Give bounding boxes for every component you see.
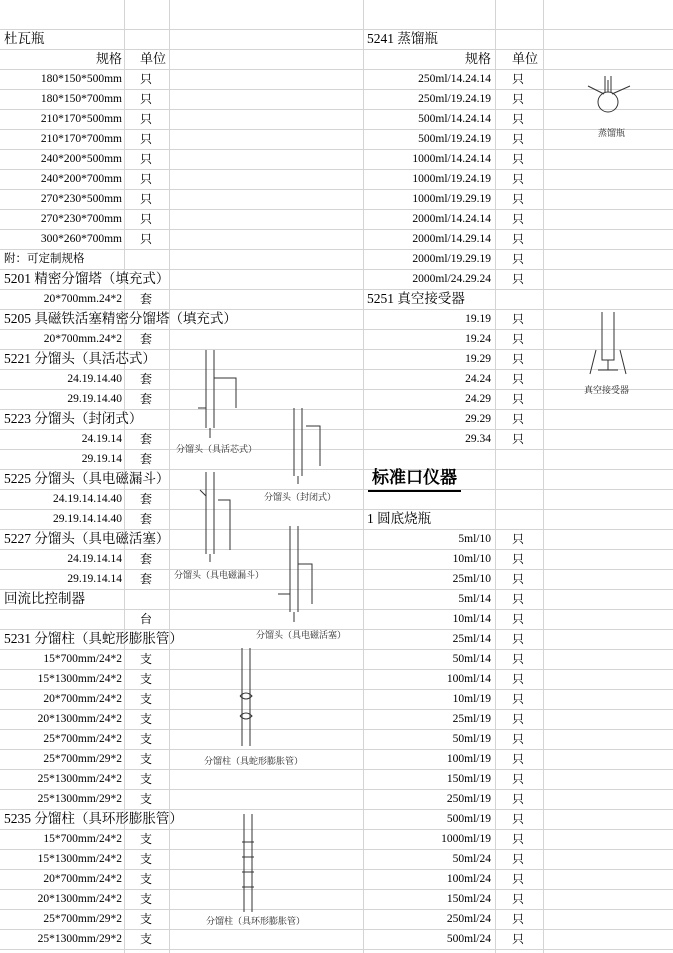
head-closed-drawing bbox=[286, 406, 326, 486]
unit-cell: 只 bbox=[512, 372, 525, 386]
unit-cell: 只 bbox=[512, 392, 525, 406]
column-line bbox=[363, 0, 364, 953]
unit-cell: 支 bbox=[140, 692, 153, 706]
unit-cell: 套 bbox=[140, 552, 153, 566]
unit-cell: 支 bbox=[140, 792, 153, 806]
spec-cell: 100ml/24 bbox=[446, 873, 491, 885]
spec-cell: 29.19.14.40 bbox=[67, 393, 122, 405]
spec-cell: 25ml/10 bbox=[452, 573, 491, 585]
unit-cell: 只 bbox=[512, 772, 525, 786]
spec-cell: 24.19.14 bbox=[81, 433, 122, 445]
spec-header: 规格 bbox=[95, 51, 122, 66]
head-live-core-caption: 分馏头（具活芯式） bbox=[176, 445, 258, 455]
spec-cell: 25ml/14 bbox=[452, 633, 491, 645]
unit-cell: 只 bbox=[512, 872, 525, 886]
spec-cell: 2000ml/14.29.14 bbox=[412, 233, 491, 245]
column-snake-drawing bbox=[232, 646, 260, 750]
unit-cell: 只 bbox=[512, 252, 525, 266]
unit-cell: 只 bbox=[512, 112, 525, 126]
unit-cell: 支 bbox=[140, 772, 153, 786]
unit-cell: 只 bbox=[512, 332, 525, 346]
spec-cell: 50ml/14 bbox=[452, 653, 491, 665]
head-funnel-caption: 分馏头（具电磁漏斗） bbox=[174, 571, 265, 581]
unit-cell: 支 bbox=[140, 912, 153, 926]
spec-cell: 270*230*500mm bbox=[40, 193, 122, 205]
unit-cell: 只 bbox=[512, 892, 525, 906]
spec-cell: 29.19.14 bbox=[81, 453, 122, 465]
unit-cell: 只 bbox=[512, 832, 525, 846]
unit-cell: 只 bbox=[140, 72, 153, 86]
distill-flask-drawing bbox=[578, 72, 638, 122]
head-piston-caption: 分馏头（具电磁活塞） bbox=[256, 631, 347, 641]
spec-cell: 2000ml/14.24.14 bbox=[412, 213, 491, 225]
spec-cell: 25*1300mm/29*2 bbox=[37, 793, 122, 805]
spec-cell: 100ml/14 bbox=[446, 673, 491, 685]
unit-cell: 只 bbox=[512, 692, 525, 706]
spec-cell: 250ml/24 bbox=[446, 913, 491, 925]
unit-cell: 只 bbox=[512, 172, 525, 186]
spec-cell: 5ml/10 bbox=[458, 533, 491, 545]
section-heading: 标准口仪器 bbox=[368, 466, 461, 492]
row-line bbox=[0, 949, 673, 950]
spec-cell: 25*700mm/29*2 bbox=[43, 913, 122, 925]
unit-cell: 只 bbox=[512, 732, 525, 746]
unit-cell: 支 bbox=[140, 832, 153, 846]
section-title: 5227 分馏头（具电磁活塞） bbox=[4, 531, 170, 546]
spec-cell: 270*230*700mm bbox=[40, 213, 122, 225]
spec-cell: 20*1300mm/24*2 bbox=[37, 713, 122, 725]
spec-cell: 500ml/14.24.14 bbox=[418, 113, 491, 125]
spec-cell: 25*1300mm/24*2 bbox=[37, 773, 122, 785]
unit-cell: 支 bbox=[140, 932, 153, 946]
unit-cell: 只 bbox=[140, 172, 153, 186]
unit-cell: 只 bbox=[512, 572, 525, 586]
section-title: 5205 具磁铁活塞精密分馏塔（填充式） bbox=[4, 311, 237, 326]
section-title: 杜瓦瓶 bbox=[4, 31, 45, 46]
unit-cell: 套 bbox=[140, 432, 153, 446]
spec-cell: 10ml/14 bbox=[452, 613, 491, 625]
unit-cell: 只 bbox=[512, 72, 525, 86]
row-line bbox=[0, 29, 673, 30]
spec-cell: 240*200*500mm bbox=[40, 153, 122, 165]
unit-cell: 台 bbox=[140, 612, 153, 626]
spec-cell: 19.19 bbox=[465, 313, 491, 325]
spec-cell: 250ml/19 bbox=[446, 793, 491, 805]
spec-cell: 25ml/19 bbox=[452, 713, 491, 725]
spec-cell: 24.19.14.40 bbox=[67, 373, 122, 385]
spec-cell: 25*700mm/29*2 bbox=[43, 753, 122, 765]
unit-cell: 套 bbox=[140, 332, 153, 346]
unit-cell: 只 bbox=[512, 612, 525, 626]
unit-cell: 只 bbox=[512, 912, 525, 926]
unit-cell: 只 bbox=[512, 432, 525, 446]
spec-cell: 150ml/24 bbox=[446, 893, 491, 905]
spec-cell: 10ml/10 bbox=[452, 553, 491, 565]
unit-cell: 只 bbox=[140, 192, 153, 206]
unit-cell: 只 bbox=[512, 132, 525, 146]
spec-cell: 15*1300mm/24*2 bbox=[37, 673, 122, 685]
unit-cell: 支 bbox=[140, 652, 153, 666]
spec-cell: 29.19.14.14.40 bbox=[53, 513, 122, 525]
unit-cell: 只 bbox=[140, 92, 153, 106]
spec-cell: 29.34 bbox=[465, 433, 491, 445]
unit-cell: 只 bbox=[512, 852, 525, 866]
spec-cell: 5ml/14 bbox=[458, 593, 491, 605]
column-line bbox=[543, 0, 544, 953]
unit-cell: 只 bbox=[140, 132, 153, 146]
unit-cell: 只 bbox=[512, 712, 525, 726]
unit-cell: 只 bbox=[512, 352, 525, 366]
spec-cell: 19.29 bbox=[465, 353, 491, 365]
unit-cell: 只 bbox=[512, 272, 525, 286]
section-title: 5251 真空接受器 bbox=[367, 291, 465, 306]
unit-cell: 只 bbox=[512, 212, 525, 226]
row-line bbox=[0, 589, 673, 590]
spec-cell: 1000ml/14.24.14 bbox=[412, 153, 491, 165]
note-text: 附：可定制规格 bbox=[4, 253, 85, 265]
spec-cell: 100ml/19 bbox=[446, 753, 491, 765]
unit-cell: 支 bbox=[140, 872, 153, 886]
section-title: 5221 分馏头（具活芯式） bbox=[4, 351, 156, 366]
unit-cell: 只 bbox=[140, 232, 153, 246]
unit-cell: 套 bbox=[140, 372, 153, 386]
unit-cell: 支 bbox=[140, 712, 153, 726]
unit-cell: 只 bbox=[512, 652, 525, 666]
spec-header: 规格 bbox=[464, 51, 491, 66]
section-title: 5231 分馏柱（具蛇形膨胀管） bbox=[4, 631, 183, 646]
unit-cell: 套 bbox=[140, 452, 153, 466]
unit-cell: 支 bbox=[140, 752, 153, 766]
unit-cell: 只 bbox=[512, 752, 525, 766]
head-funnel-drawing bbox=[196, 470, 236, 564]
column-ring-drawing bbox=[236, 812, 260, 916]
unit-cell: 支 bbox=[140, 852, 153, 866]
spec-cell: 15*700mm/24*2 bbox=[43, 833, 122, 845]
spec-cell bbox=[4, 609, 122, 629]
head-piston-drawing bbox=[272, 524, 320, 624]
distill-flask-caption: 蒸馏瓶 bbox=[598, 129, 626, 139]
section-title: 5225 分馏头（具电磁漏斗） bbox=[4, 471, 170, 486]
unit-cell: 支 bbox=[140, 892, 153, 906]
spec-cell: 20*700mm/24*2 bbox=[43, 873, 122, 885]
spec-cell: 24.19.14.14 bbox=[67, 553, 122, 565]
unit-header: 单位 bbox=[512, 51, 539, 66]
spec-cell: 240*200*700mm bbox=[40, 173, 122, 185]
spec-cell: 20*700mm.24*2 bbox=[43, 333, 122, 345]
section-title: 1 圆底烧瓶 bbox=[367, 511, 432, 526]
unit-cell: 只 bbox=[140, 112, 153, 126]
spec-cell: 180*150*700mm bbox=[40, 93, 122, 105]
unit-header: 单位 bbox=[140, 51, 167, 66]
unit-cell: 只 bbox=[512, 312, 525, 326]
spec-cell: 1000ml/19.29.19 bbox=[412, 193, 491, 205]
spec-cell: 150ml/19 bbox=[446, 773, 491, 785]
spec-cell: 25*1300mm/29*2 bbox=[37, 933, 122, 945]
spec-cell: 25*700mm/24*2 bbox=[43, 733, 122, 745]
unit-cell: 只 bbox=[512, 792, 525, 806]
unit-cell: 只 bbox=[512, 232, 525, 246]
spec-cell: 15*700mm/24*2 bbox=[43, 653, 122, 665]
unit-cell: 只 bbox=[512, 152, 525, 166]
unit-cell: 只 bbox=[140, 212, 153, 226]
spec-cell: 20*1300mm/24*2 bbox=[37, 893, 122, 905]
unit-cell: 支 bbox=[140, 732, 153, 746]
spec-cell: 50ml/24 bbox=[452, 853, 491, 865]
spec-cell: 20*700mm/24*2 bbox=[43, 693, 122, 705]
spec-cell: 24.24 bbox=[465, 373, 491, 385]
spec-cell: 500ml/19.24.19 bbox=[418, 133, 491, 145]
spec-cell: 20*700mm.24*2 bbox=[43, 293, 122, 305]
spec-cell: 2000ml/19.29.19 bbox=[412, 253, 491, 265]
row-line bbox=[0, 249, 673, 250]
head-closed-caption: 分馏头（封闭式） bbox=[264, 493, 337, 503]
spec-cell: 24.29 bbox=[465, 393, 491, 405]
section-title: 5201 精密分馏塔（填充式） bbox=[4, 271, 170, 286]
unit-cell: 只 bbox=[512, 552, 525, 566]
unit-cell: 套 bbox=[140, 392, 153, 406]
spec-cell: 500ml/19 bbox=[446, 813, 491, 825]
section-title: 5223 分馏头（封闭式） bbox=[4, 411, 143, 426]
unit-cell: 套 bbox=[140, 292, 153, 306]
spec-cell: 180*150*500mm bbox=[40, 73, 122, 85]
unit-cell: 只 bbox=[512, 672, 525, 686]
unit-cell: 只 bbox=[512, 92, 525, 106]
column-snake-caption: 分馏柱（具蛇形膨胀管） bbox=[204, 757, 304, 767]
vacuum-receiver-drawing bbox=[588, 310, 628, 382]
unit-cell: 套 bbox=[140, 492, 153, 506]
section-title: 5241 蒸馏瓶 bbox=[367, 31, 438, 46]
column-ring-caption: 分馏柱（具环形膨胀管） bbox=[206, 917, 306, 927]
unit-cell: 支 bbox=[140, 672, 153, 686]
unit-cell: 只 bbox=[140, 152, 153, 166]
unit-cell: 只 bbox=[512, 192, 525, 206]
spec-cell: 500ml/24 bbox=[446, 933, 491, 945]
unit-cell: 套 bbox=[140, 512, 153, 526]
spec-cell: 210*170*500mm bbox=[40, 113, 122, 125]
vacuum-receiver-caption: 真空接受器 bbox=[584, 386, 630, 396]
spec-cell: 10ml/19 bbox=[452, 693, 491, 705]
spec-cell: 210*170*700mm bbox=[40, 133, 122, 145]
spec-cell: 29.29 bbox=[465, 413, 491, 425]
spec-cell: 2000ml/24.29.24 bbox=[412, 273, 491, 285]
head-live-core-drawing bbox=[188, 348, 244, 440]
spec-cell: 1000ml/19 bbox=[441, 833, 491, 845]
spec-cell: 19.24 bbox=[465, 333, 491, 345]
unit-cell: 只 bbox=[512, 932, 525, 946]
spec-cell: 250ml/19.24.19 bbox=[418, 93, 491, 105]
section-title: 回流比控制器 bbox=[4, 591, 85, 606]
spec-cell: 1000ml/19.24.19 bbox=[412, 173, 491, 185]
spec-cell: 29.19.14.14 bbox=[67, 573, 122, 585]
spec-cell: 250ml/14.24.14 bbox=[418, 73, 491, 85]
spec-cell: 24.19.14.14.40 bbox=[53, 493, 122, 505]
unit-cell: 套 bbox=[140, 572, 153, 586]
unit-cell: 只 bbox=[512, 592, 525, 606]
section-title: 5235 分馏柱（具环形膨胀管） bbox=[4, 811, 183, 826]
unit-cell: 只 bbox=[512, 532, 525, 546]
column-line bbox=[495, 0, 496, 953]
unit-cell: 只 bbox=[512, 812, 525, 826]
spec-cell: 300*260*700mm bbox=[40, 233, 122, 245]
spec-cell: 15*1300mm/24*2 bbox=[37, 853, 122, 865]
spec-cell: 50ml/19 bbox=[452, 733, 491, 745]
unit-cell: 只 bbox=[512, 632, 525, 646]
unit-cell: 只 bbox=[512, 412, 525, 426]
